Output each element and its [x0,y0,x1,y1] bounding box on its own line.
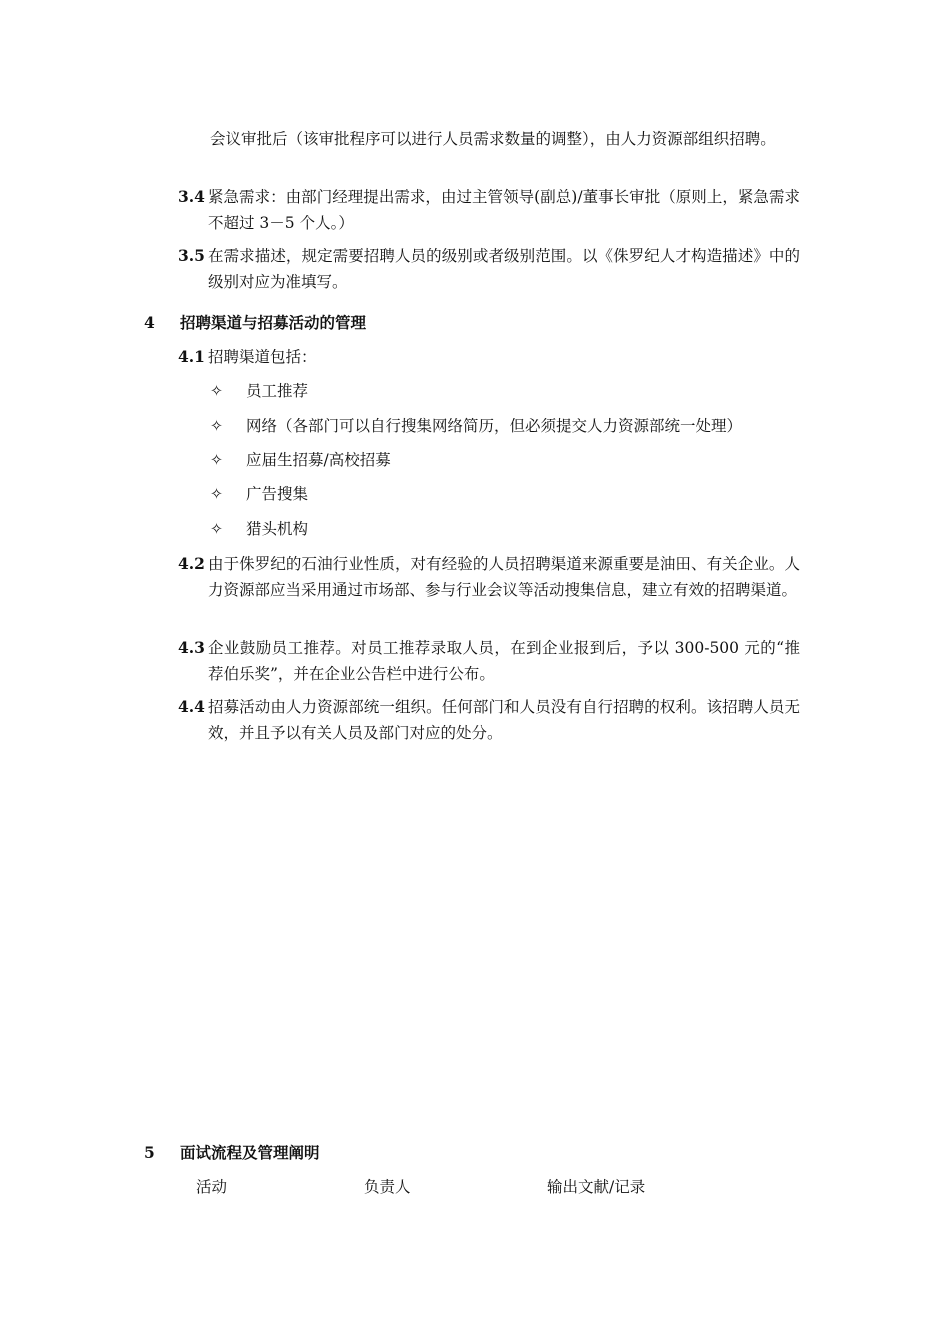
diamond-bullet-icon: ✧ [210,485,223,503]
section-title: 面试流程及管理阐明 [180,1143,320,1162]
list-item [210,447,391,473]
diamond-bullet-icon: ✧ [210,417,223,435]
list-item [210,516,308,542]
table-header-activity: 活动 [196,1178,228,1196]
list-item-text: 员工推荐 [246,382,309,400]
clause-number: 3.4 [178,187,205,206]
clause-number: 4.2 [178,554,205,573]
clause-4-4 [178,694,800,746]
list-item [210,413,742,439]
list-item-text: 网络（各部门可以自行搜集网络简历，但必须提交人力资源部统一处理） [246,417,743,435]
diamond-bullet-icon: ✧ [210,520,223,538]
diamond-bullet-icon: ✧ [210,382,223,400]
clause-4-3 [178,635,800,687]
clause-3-4 [178,184,800,236]
list-item-text: 广告搜集 [246,485,309,503]
section-number: 5 [144,1143,155,1162]
clause-number: 4.1 [178,347,205,366]
continuation-paragraph: 会议审批后（该审批程序可以进行人员需求数量的调整），由人力资源部组织招聘。 [210,130,776,148]
section-number: 4 [144,313,155,332]
section-title: 招聘渠道与招募活动的管理 [180,313,367,332]
clause-number: 3.5 [178,246,205,265]
table-header-output: 输出文献/记录 [547,1178,646,1196]
list-item [210,378,308,404]
clause-text: 在需求描述，规定需要招聘人员的级别或者级别范围。以《侏罗纪人才构造描述》中的级别对应为准填写。 [208,247,800,291]
clause-4-2 [178,551,800,603]
clause-text: 招募活动由人力资源部统一组织。任何部门和人员没有自行招聘的权利。该招聘人员无效，并且予以有关人员及部门对应的处分。 [208,698,800,742]
diamond-bullet-icon: ✧ [210,451,223,469]
clause-4-1 [178,344,800,370]
clause-text: 由于侏罗纪的石油行业性质，对有经验的人员招聘渠道来源重要是油田、有关企业。人力资源部应当采用通过市场部、参与行业会议等活动搜集信息，建立有效的招聘渠道。 [208,555,800,599]
table-header-owner: 负责人 [364,1178,411,1196]
section-heading-4 [144,310,366,336]
list-item-text: 猎头机构 [246,520,309,538]
clause-text: 招聘渠道包括： [208,348,317,366]
clause-number: 4.4 [178,697,205,716]
list-item-text: 应届生招募/高校招募 [246,451,391,469]
section-heading-5 [144,1140,320,1166]
clause-3-5 [178,243,800,295]
clause-text: 紧急需求：由部门经理提出需求，由过主管领导(副总)/董事长审批（原则上，紧急需求不超过 3－5 个人。） [208,188,800,232]
clause-text: 企业鼓励员工推荐。对员工推荐录取人员，在到企业报到后，予以 300-500 元的“推荐伯乐奖”，并在企业公告栏中进行公布。 [208,639,800,683]
list-item [210,481,308,507]
clause-number: 4.3 [178,638,205,657]
